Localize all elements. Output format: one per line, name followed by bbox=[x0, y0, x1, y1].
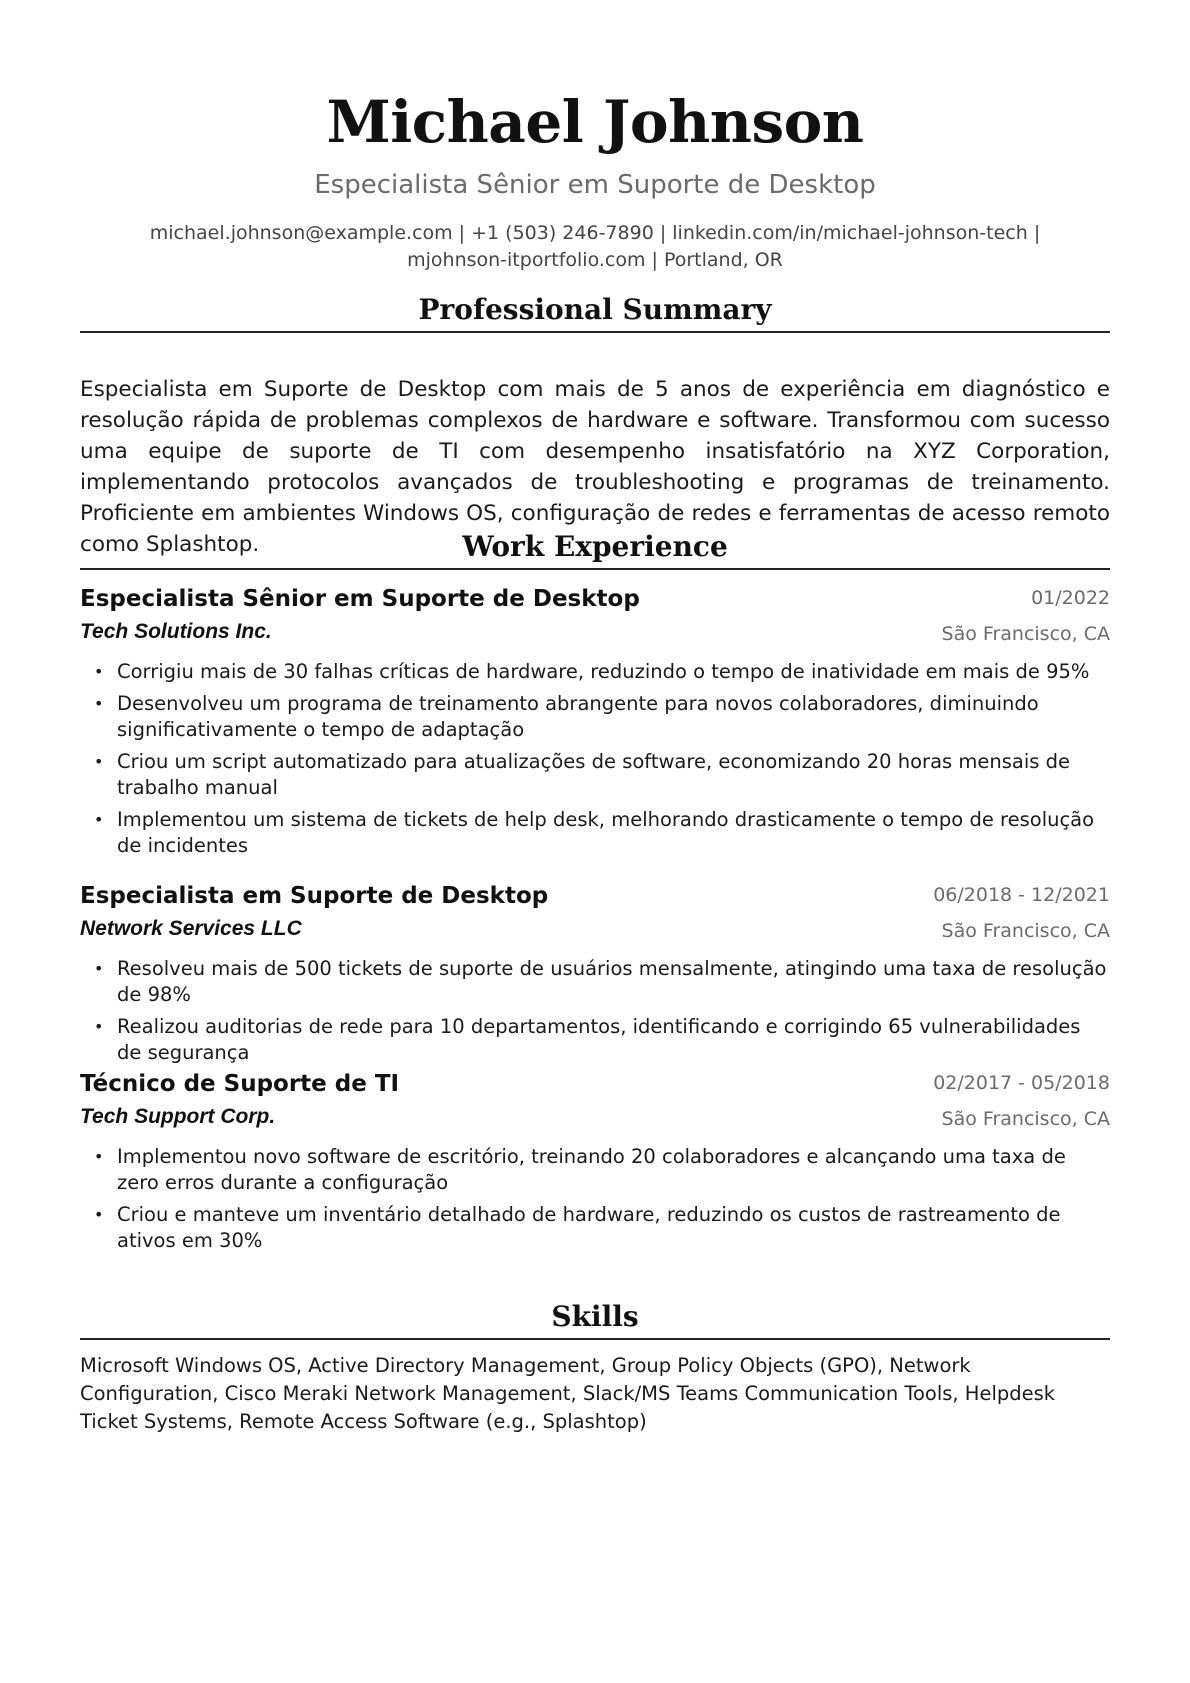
candidate-name: Michael Johnson bbox=[326, 88, 864, 156]
job-date: 06/2018 - 12/2021 bbox=[933, 884, 1110, 906]
experience-divider bbox=[80, 568, 1110, 570]
summary-text: Especialista em Suporte de Desktop com mais de 5 anos de experiência em diagnóstico e resolução rápida de problemas complexos de hardware e software. Transformou com sucesso uma equipe de suporte de TI com desempenho insatisfatório na XYZ Corporation, implementando protocolos avançados de troubleshooting e programas de treinamento. Proficiente em ambientes Windows OS, configuração de redes e ferramentas de acesso remoto como Splashtop. bbox=[80, 377, 1110, 557]
list-item: • Criou e manteve um inventário detalhado de hardware, reduzindo os custos de rastreamento de ativos em 30% bbox=[94, 1203, 1061, 1252]
bullet-icon: • bbox=[94, 1017, 104, 1036]
job-date: 01/2022 bbox=[1031, 587, 1110, 609]
job-location: São Francisco, CA bbox=[941, 920, 1110, 942]
bullet-icon: • bbox=[94, 662, 104, 681]
list-item: • Criou um script automatizado para atualizações de software, economizando 20 horas mensais de trabalho manual bbox=[94, 750, 1070, 799]
candidate-title: Especialista Sênior em Suporte de Desktop bbox=[314, 170, 876, 200]
job-company: Tech Support Corp. bbox=[80, 1105, 276, 1128]
job-bullets bbox=[80, 956, 1110, 1066]
list-item: • Implementou novo software de escritório, treinando 20 colaboradores e alcançando uma taxa de zero erros durante a configuração bbox=[94, 1145, 1066, 1194]
job-company: Tech Solutions Inc. bbox=[80, 620, 272, 643]
contact-line-1: michael.johnson@example.com | +1 (503) 246-7890 | linkedin.com/in/michael-johnson-tech | bbox=[149, 222, 1041, 244]
contact-info bbox=[80, 220, 1110, 274]
job-entry bbox=[80, 880, 1110, 1072]
summary-divider bbox=[80, 331, 1110, 333]
job-entry bbox=[80, 583, 1110, 865]
job-subheader bbox=[80, 1102, 1110, 1134]
job-date: 02/2017 - 05/2018 bbox=[933, 1072, 1110, 1094]
job-title: Especialista Sênior em Suporte de Desktop bbox=[80, 586, 640, 612]
contact-line-2: mjohnson-itportfolio.com | Portland, OR bbox=[407, 249, 783, 271]
summary-heading: Professional Summary bbox=[418, 293, 772, 326]
job-header bbox=[80, 583, 1110, 617]
job-header bbox=[80, 880, 1110, 914]
job-header bbox=[80, 1068, 1110, 1102]
skills-divider bbox=[80, 1338, 1110, 1340]
job-subheader bbox=[80, 617, 1110, 649]
skills-text: Microsoft Windows OS, Active Directory Management, Group Policy Objects (GPO), Network Configuration, Cisco Meraki Network Management, Slack/MS Teams Communication Tools, Helpdesk Ticket Systems, Remote Access Software (e.g., Splashtop) bbox=[80, 1354, 1056, 1433]
job-location: São Francisco, CA bbox=[941, 1108, 1110, 1130]
list-item: • Resolveu mais de 500 tickets de suporte de usuários mensalmente, atingindo uma taxa de resolução de 98% bbox=[94, 957, 1107, 1006]
list-item: • Implementou um sistema de tickets de help desk, melhorando drasticamente o tempo de resolução de incidentes bbox=[94, 808, 1095, 857]
job-entry bbox=[80, 1068, 1110, 1260]
bullet-icon: • bbox=[94, 752, 104, 771]
list-item: • Realizou auditorias de rede para 10 departamentos, identificando e corrigindo 65 vulnerabilidades de segurança bbox=[94, 1015, 1081, 1064]
job-location: São Francisco, CA bbox=[941, 623, 1110, 645]
job-bullets bbox=[80, 1144, 1110, 1254]
bullet-icon: • bbox=[94, 810, 104, 829]
job-subheader bbox=[80, 914, 1110, 946]
bullet-icon: • bbox=[94, 959, 104, 978]
skills-heading: Skills bbox=[551, 1300, 639, 1333]
job-title: Especialista em Suporte de Desktop bbox=[80, 883, 549, 909]
experience-heading: Work Experience bbox=[462, 530, 728, 563]
bullet-icon: • bbox=[94, 694, 104, 713]
bullet-icon: • bbox=[94, 1205, 104, 1224]
job-company: Network Services LLC bbox=[80, 917, 302, 940]
list-item: • Desenvolveu um programa de treinamento abrangente para novos colaboradores, diminuindo significativamente o tempo de adaptação bbox=[94, 692, 1039, 741]
job-bullets bbox=[80, 659, 1110, 859]
job-title: Técnico de Suporte de TI bbox=[80, 1071, 400, 1097]
bullet-icon: • bbox=[94, 1147, 104, 1166]
list-item: • Corrigiu mais de 30 falhas críticas de hardware, reduzindo o tempo de inatividade em mais de 95% bbox=[94, 660, 1090, 683]
